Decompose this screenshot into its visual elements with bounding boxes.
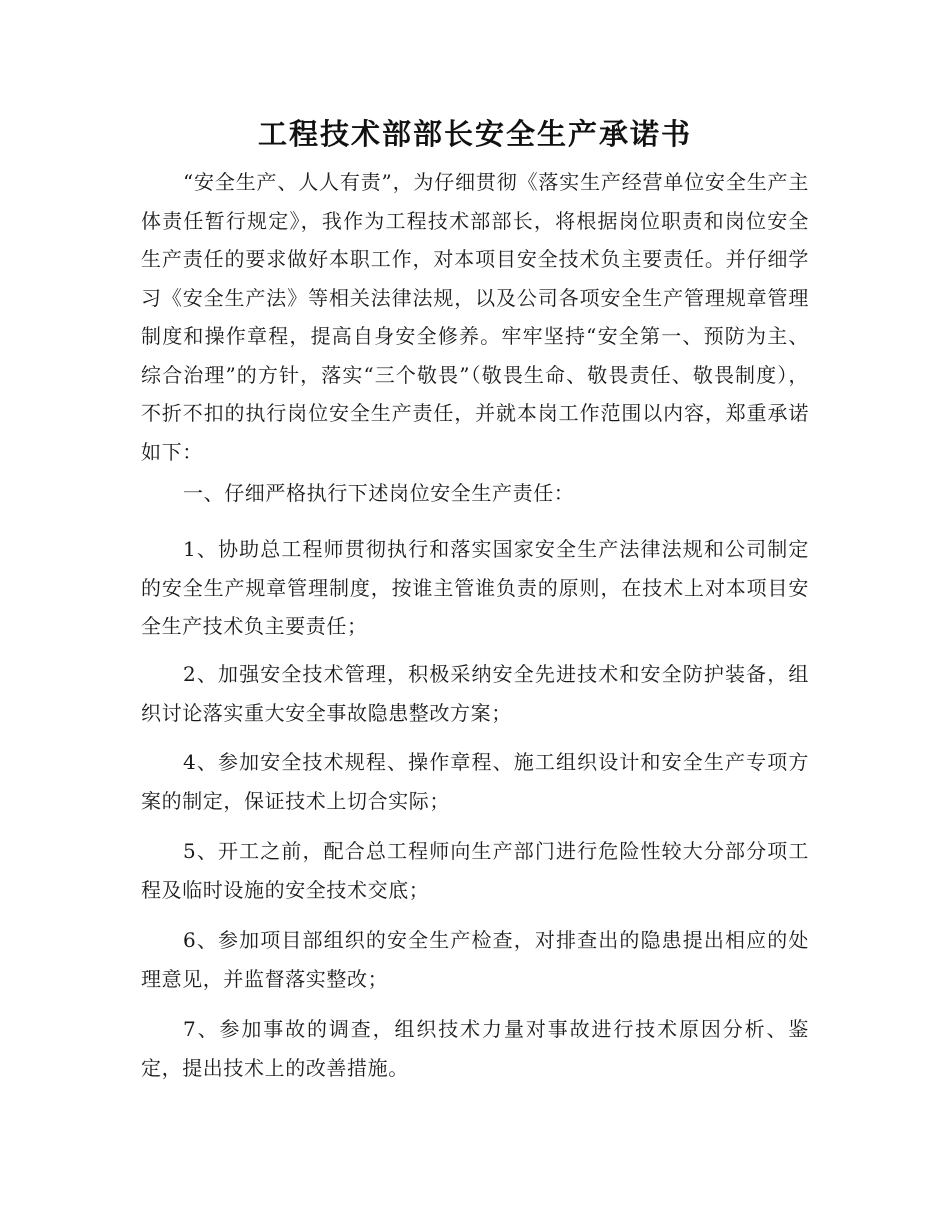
responsibility-item-2: 2、加强安全技术管理，积极采纳安全先进技术和安全防护装备，组织讨论落实重大安全事故隐患整改方案；: [141, 662, 809, 725]
responsibility-item-6: 6、参加项目部组织的安全生产检查，对排查出的隐患提出相应的处理意见，并监督落实整改；: [141, 928, 809, 991]
section-heading: 一、仔细严格执行下述岗位安全生产责任：: [183, 481, 575, 505]
responsibility-item-4: 4、参加安全技术规程、操作章程、施工组织设计和安全生产专项方案的制定，保证技术上切合实际；: [141, 750, 809, 813]
responsibility-item-7: 7、参加事故的调查，组织技术力量对事故进行技术原因分析、鉴定，提出技术上的改善措施。: [141, 1017, 809, 1080]
document-title: 工程技术部部长安全生产承诺书: [257, 117, 692, 151]
responsibility-item-1: 1、协助总工程师贯彻执行和落实国家安全生产法律法规和公司制定的安全生产规章管理制度，按谁主管谁负责的原则，在技术上对本项目安全生产技术负主要责任；: [141, 537, 809, 638]
responsibility-item-5: 5、开工之前，配合总工程师向生产部门进行危险性较大分部分项工程及临时设施的安全技术交底；: [141, 839, 809, 902]
intro-paragraph: “安全生产、人人有责”，为仔细贯彻《落实生产经营单位安全生产主体责任暂行规定》，我作为工程技术部部长，将根据岗位职责和岗位安全生产责任的要求做好本职工作，对本项目安全技术负主要责任。并仔细学习《安全生产法》等相关法律法规，以及公司各项安全生产管理规章管理制度和操作章程，提高自身安全修养。牢牢坚持“安全第一、预防为主、综合治理”的方针，落实“三个敬畏”（敬畏生命、敬畏责任、敬畏制度），不折不扣的执行岗位安全生产责任，并就本岗工作范围以内容，郑重承诺如下：: [141, 170, 809, 464]
